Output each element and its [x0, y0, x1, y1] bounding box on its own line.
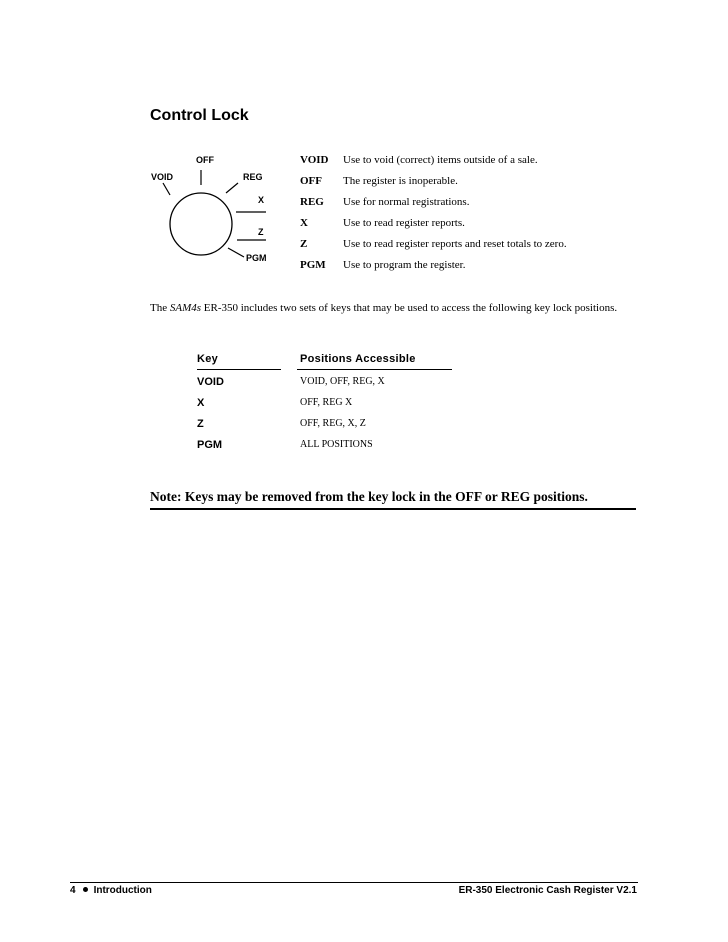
- note-rule: [150, 508, 636, 510]
- position-key: VOID: [300, 154, 329, 166]
- key-cell: X: [197, 397, 205, 409]
- access-cell: ALL POSITIONS: [300, 439, 373, 450]
- key-header-rule: [197, 369, 281, 370]
- lock-label-off: OFF: [196, 155, 214, 165]
- footer-rule: [70, 882, 638, 883]
- lock-label-reg: REG: [243, 172, 263, 182]
- position-key: PGM: [300, 259, 326, 271]
- access-header-rule: [297, 369, 452, 370]
- lock-label-pgm: PGM: [246, 253, 267, 263]
- access-column-header: Positions Accessible: [300, 353, 416, 365]
- position-key: X: [300, 217, 308, 229]
- page-number: 4: [70, 885, 76, 896]
- lock-label-void: VOID: [151, 172, 174, 182]
- position-desc: The register is inoperable.: [343, 175, 458, 187]
- section-title: Control Lock: [150, 107, 249, 124]
- position-key: OFF: [300, 175, 322, 187]
- footer-left: [70, 885, 152, 896]
- position-desc: Use for normal registrations.: [343, 196, 470, 208]
- brand-name: SAM4s: [169, 302, 202, 314]
- position-desc: Use to program the register.: [343, 259, 466, 271]
- position-desc: Use to void (correct) items outside of a sale.: [343, 154, 538, 166]
- intro-before: The: [150, 302, 170, 314]
- access-cell: VOID, OFF, REG, X: [300, 376, 385, 387]
- key-cell: VOID: [197, 376, 224, 388]
- pgm-tick: [228, 248, 244, 257]
- key-column-header: Key: [197, 353, 219, 365]
- position-desc: Use to read register reports.: [343, 217, 465, 229]
- lock-label-x: X: [258, 195, 265, 205]
- reg-tick: [226, 183, 238, 193]
- footer-section: Introduction: [93, 885, 152, 896]
- position-desc: Use to read register reports and reset totals to zero.: [343, 238, 567, 250]
- key-cell: Z: [197, 418, 204, 430]
- intro-paragraph: [150, 300, 620, 316]
- lock-circle: [170, 193, 232, 255]
- intro-after: ER-350 includes two sets of keys that may be used to access the following key lock positions.: [201, 302, 618, 314]
- access-cell: OFF, REG X: [300, 397, 353, 408]
- position-key: REG: [300, 196, 324, 208]
- position-key: Z: [300, 238, 308, 250]
- bullet-icon: [83, 887, 88, 892]
- footer-doc-title: ER-350 Electronic Cash Register V2.1: [458, 885, 637, 896]
- key-cell: PGM: [197, 439, 223, 451]
- lock-label-z: Z: [258, 227, 264, 237]
- control-lock-diagram: [140, 145, 290, 275]
- note-text: Note: Keys may be removed from the key lock in the OFF or REG positions.: [150, 489, 588, 504]
- void-tick: [163, 183, 170, 195]
- access-cell: OFF, REG, X, Z: [300, 418, 366, 429]
